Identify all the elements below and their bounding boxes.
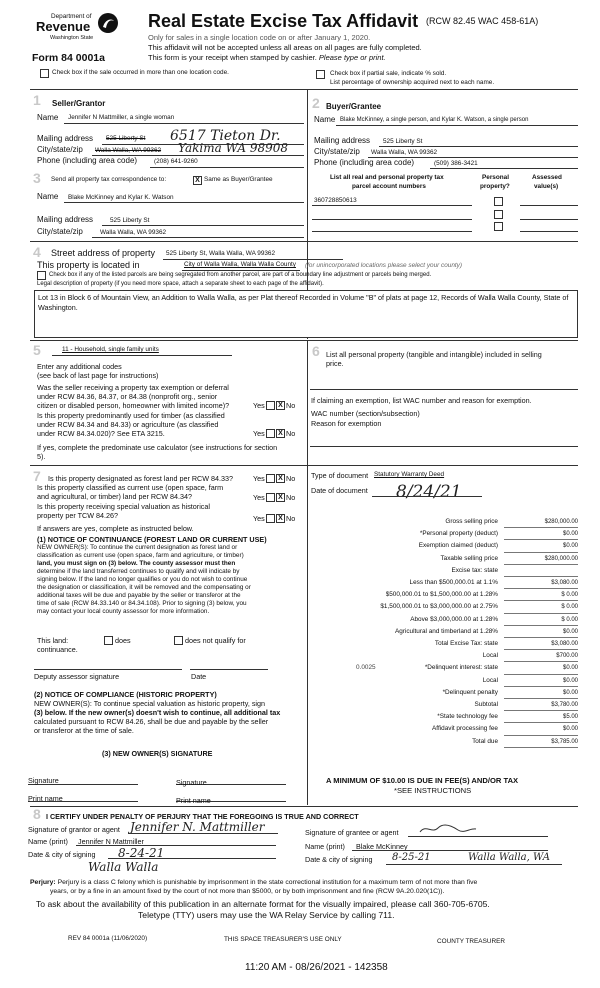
tax-row-label: Total due [472,737,498,745]
section-number: 1 [33,92,41,108]
revenue-swirl-icon [98,13,118,33]
tax-row [310,614,580,626]
grantee-city-value[interactable]: Walla Walla, WA [468,852,550,863]
segregated-label: Check box if any of the listed parcels are being segregated from another parcel, are part of a boundary line adjustment or parcels being merged. [49,272,432,278]
grantor-sig-label: Signature of grantor or agent [28,825,120,834]
partial-sale-label: Check box if partial sale, indicate % sold. [330,70,447,77]
tax-row-value[interactable]: $3,080.00 [551,580,578,586]
location-select[interactable] [182,261,300,271]
tax-row [310,675,580,687]
buyer-heading: Buyer/Grantee [326,102,382,111]
buyer-name-value[interactable]: Blake McKinney, a single person, and Kylar K. Watson, a single person [340,117,529,123]
tax-row-value[interactable]: $3,785.00 [551,738,578,745]
tax-row [310,553,580,565]
multi-location-label: Check box if the sale occurred in more than one location code. [52,69,229,76]
forest-q3-yes-label: Yes [253,514,265,523]
header-line1: Only for sales in a single location code on or after January 1, 2020. [148,33,371,42]
new-owner-sig-heading: (3) NEW OWNER(S) SIGNATURE [102,749,213,758]
does-label: does [115,636,131,645]
tax-row-label: Taxable selling price [440,554,498,562]
notice1-line: time of sale (RCW 84.33.140 or 84.34.108). Prior to signing (3) below, you [37,600,247,607]
notice1-line: NEW OWNER(S): To continue the current designation as forest land or [37,544,238,551]
forest-q3-line2: property per TCW 84.26? [37,511,118,520]
same-as-buyer-checkbox[interactable]: X [193,176,202,185]
location-hint: (for unincorporated locations please select your county) [305,262,463,269]
tax-row-value[interactable]: $0.00 [562,665,578,672]
local-rate: 0.0025 [356,664,376,671]
form-number: Form 84 0001a [32,52,105,64]
forest-yes-note: If answers are yes, complete as instructed below. [37,524,194,533]
exemption-label: If claiming an exemption, list WAC number and reason for exemption. [311,396,532,405]
owner-signature-label-1: Signature [28,776,59,785]
tax-row-label: Affidavit processing fee [432,725,498,733]
revenue-logo [14,10,132,54]
tax-row-label: Above $3,000,000.00 at 1.28% [410,615,498,623]
section-number: 5 [33,342,41,358]
grantor-name-label: Name (print) [28,837,68,846]
tax-row-label: Less than $500,000.01 at 1.1% [409,579,498,586]
legal-label: Legal description of property (if you need more space, attach a separate sheet to each page of the affidavit). [37,281,324,287]
forest-q3-line1: Is this property receiving special valuation as historical [37,502,210,511]
additional-codes-label: Enter any additional codes [37,362,122,371]
forest-q1-yes-label: Yes [253,474,265,483]
assessed-header-2: value(s) [534,183,559,190]
tax-row-value[interactable]: $0.00 [562,531,578,538]
buyer-name-label: Name [314,115,336,124]
minimum-due-2: *SEE INSTRUCTIONS [394,786,472,795]
certify-heading: I CERTIFY UNDER PENALTY OF PERJURY THAT THE FOREGOING IS TRUE AND CORRECT [46,812,359,821]
tax-row-value[interactable]: $3,780.00 [551,702,578,708]
alt-format-line-2: Teletype (TTY) users may use the WA Relay Service by calling 711. [138,910,395,920]
grantor-date-value[interactable]: 8-24-21 [118,846,165,860]
corr-name-label: Name [37,192,59,201]
notice1-line: may contact your local county assessor for more information. [37,608,210,615]
tax-row-label: *State technology fee [437,713,498,721]
grantor-name-value[interactable]: Jennifer N Mattmiller [78,837,144,846]
tax-row-label: Subtotal [474,701,498,708]
tax-row-label: $1,500,000.01 to $3,000,000.00 at 2.75% [380,603,498,611]
dept-line1: Department of [51,13,92,20]
q1-yes-checkbox[interactable] [266,401,275,410]
tax-row-value[interactable]: $0.00 [562,689,578,696]
tax-row [310,699,580,711]
seller-mailing-struck: 525 Liberty St [106,135,146,142]
tax-row-value[interactable]: $0.00 [562,543,578,550]
personal-property-checkbox[interactable] [494,222,503,231]
tax-row-label: Local [482,676,498,684]
seller-mailing-handwritten: 6517 Tieton Dr. [170,128,281,144]
minimum-due-1: A MINIMUM OF $10.00 IS DUE IN FEE(S) AND/OR TAX [326,776,519,785]
perjury-line-2: years, or by a fine in an amount fixed by the court of not more than $5000, or by both imprisonment and fine (RCW 9A.20.020(1C)). [50,888,445,895]
section-number: 8 [33,806,41,822]
tax-row [310,650,580,662]
forest-q1-no-label: No [286,474,296,483]
tax-row-value[interactable]: $3,080.00 [551,641,578,647]
q2-yes-label: Yes [253,429,265,438]
does-qualify-checkbox[interactable] [104,636,113,645]
seller-name-label: Name [37,113,59,122]
buyer-city-label: City/state/zip [314,147,360,156]
location-select-value: City of Walla Walla, Walla Walla County [184,261,296,268]
tax-row [310,540,580,552]
notice2-line: or transferor at the time of sale. [34,726,134,735]
tax-row-label: Agricultural and timberland at 1.28% [394,627,498,635]
corr-city-value[interactable]: Walla Walla, WA 99362 [100,229,167,236]
section-number: 7 [33,468,41,484]
q1-line3: citizen or disabled person, homeowner with limited income)? [37,401,230,410]
tax-row [310,516,580,528]
q2-no-label: No [286,429,296,438]
tax-row [310,711,580,723]
corr-mailing-label: Mailing address [37,215,94,224]
grantee-signature[interactable] [418,822,478,836]
county-treasurer: COUNTY TREASURER [437,938,505,945]
doc-date-label: Date of document [311,486,368,495]
buyer-city-value[interactable]: Walla Walla, WA 99362 [371,149,438,156]
section-number: 3 [33,170,41,186]
treasurer-use: THIS SPACE TREASURER'S USE ONLY [224,936,342,943]
legal-description-text: Lot 13 in Block 6 of Mountain View, an Addition to Walla Walla, as per Plat thereof Recorded in Volume "B" of plats at page 12, Records of Walla Walla County, State of Washington. [38,293,569,312]
tax-row-value[interactable]: $ 0.00 [561,616,578,623]
grantee-name-label: Name (print) [305,842,345,851]
grantor-date-label: Date & city of signing [28,850,96,859]
perjury-line-1: Perjury: Perjury is a class C felony which is punishable by imprisonment in the state correctional institution for a maximum term of not more than five [30,879,478,886]
send-correspondence-label: Send all property tax correspondence to: [51,176,167,183]
tax-row-label: Gross selling price [445,518,498,525]
owner-print-label-1: Print name [28,794,63,803]
seller-mailing-label: Mailing address [37,134,94,143]
section-number: 6 [312,343,320,359]
forest-q1-no-checkbox[interactable]: X [276,474,285,483]
use-code-value[interactable]: 11 - Household, single family units [62,346,159,353]
forest-q1-yes-checkbox[interactable] [266,474,275,483]
forest-q2-yes-checkbox[interactable] [266,493,275,502]
tax-row-value[interactable]: $700.00 [556,653,578,660]
personal-header-1: Personal [482,174,509,181]
seller-city-label: City/state/zip [37,145,83,154]
forest-q3-no-label: No [286,514,296,523]
tax-row [310,736,580,748]
forest-q2-no-checkbox[interactable]: X [276,493,285,502]
tax-row-value[interactable]: $ 0.00 [561,592,578,599]
street-value[interactable]: 525 Liberty St, Walla Walla, WA 99362 [166,250,276,257]
does-not-label: does not qualify for [185,636,246,645]
tax-row-label: *Delinquent penalty [442,688,498,696]
same-as-buyer-label: Same as Buyer/Grantee [204,176,273,183]
notice1-line: classification as current use (open space, farm and agriculture, or timber) [37,552,244,559]
personal-header-2: property? [480,183,510,190]
wac-label: WAC number (section/subsection) [311,409,420,418]
form-title: Real Estate Excise Tax Affidavit [148,11,419,31]
forest-q2-yes-label: Yes [253,493,265,502]
forest-q3-no-checkbox[interactable]: X [276,514,285,523]
tax-row [310,565,580,577]
tax-row-label: Local [482,652,498,660]
buyer-phone-value[interactable]: (509) 386-3421 [434,160,478,167]
this-land-label: This land: [37,636,69,645]
corr-name-value[interactable]: Blake McKinney and Kylar K. Watson [68,194,174,201]
q2-no-checkbox[interactable]: X [276,429,285,438]
forest-q3-yes-checkbox[interactable] [266,514,275,523]
header-line3: This form is your receipt when stamped by cashier. Please type or print. [148,53,386,62]
seller-heading: Seller/Grantor [52,99,106,108]
tax-row [310,626,580,638]
buyer-mailing-label: Mailing address [314,136,371,145]
forest-q1: Is this property designated as forest land per RCW 84.33? [48,474,233,483]
corr-mailing-value[interactable]: 525 Liberty St [110,217,150,224]
seller-city-struck: Walla Walla, WA 99362 [95,147,162,154]
tax-row-label: Total Excise Tax: state [434,640,498,647]
notice1-line: signing below. If the land no longer qualifies or you do not wish to continue [37,576,248,583]
deputy-date-label: Date [191,672,207,681]
grantee-sig-label: Signature of grantee or agent [305,828,399,837]
forest-q2-line1: Is this property classified as current use (open space, farm [37,483,224,492]
notice1-body [37,544,305,616]
doc-type-label: Type of document [311,471,369,480]
partial-sale-checkbox[interactable] [316,70,325,79]
grantee-date-value[interactable]: 8-25-21 [392,852,431,863]
revision: REV 84 0001a (11/06/2020) [68,935,148,942]
tax-row-label: *Delinquent interest: state [424,664,498,672]
tax-row-label: *Personal property (deduct) [419,530,498,538]
notice1-line: determine if the land transferred continues to qualify and will indicate by [37,568,240,575]
segregated-checkbox[interactable] [37,271,46,280]
section-number: 2 [312,95,320,111]
q2-yes-checkbox[interactable] [266,429,275,438]
q2-line1: Is this property predominantly used for timber (as classified [37,411,225,420]
grantee-name-value[interactable]: Blake McKinney [356,842,408,851]
notice1-line: land, you must sign on (3) below. The county assessor must then [37,560,236,567]
grantor-signature[interactable]: Jennifer N. Mattmiller [130,820,265,834]
personal-property-label-1: List all personal property (tangible and intangible) included in selling [326,350,542,359]
notice1-line: the designation or classification, it will be removed and the compensating or [37,584,251,591]
tax-row [310,638,580,650]
tax-row [310,589,580,601]
tax-row [310,662,580,674]
forest-q2-no-label: No [286,493,296,502]
corr-city-label: City/state/zip [37,227,83,236]
notice2-line: calculated pursuant to RCW 84.26, shall be due and payable by the seller [34,717,269,726]
dept-line3: Washington State [50,35,94,41]
tax-row-label: $500,000.01 to $1,500,000.00 at 1.28% [385,591,498,599]
recording-stamp: 11:20 AM - 08/26/2021 - 142358 [245,962,388,973]
seller-name-value[interactable]: Jennifer N Mattmiller, a single woman [68,114,175,121]
personal-property-checkbox[interactable] [494,197,503,206]
reason-label: Reason for exemption [311,419,382,428]
notice2-line: NEW OWNER(S): To continue special valuation as historic property, sign [34,699,266,708]
located-label: This property is located in [37,260,140,270]
parcel-header-2: parcel account numbers [352,183,426,190]
form-rcw: (RCW 82.45 WAC 458-61A) [426,16,539,26]
parcel-number-1[interactable]: 360728850613 [314,197,357,204]
q3-line1: If yes, complete the predominate use calculator (see instructions for section [37,443,278,452]
dept-line2: Revenue [36,19,91,34]
tax-row [310,723,580,735]
owner-print-label-2: Print name [176,796,211,805]
personal-property-label-2: price. [326,359,344,368]
street-label: Street address of property [51,248,156,258]
doc-date-value[interactable]: 8/24/21 [396,482,462,502]
q1-line2: under RCW 84.36, 84.37, or 84.38 (nonprofit org., senior [37,392,218,401]
header-line2: This affidavit will not be accepted unless all areas on all pages are fully completed. [148,43,422,52]
deputy-signature-label: Deputy assessor signature [34,672,120,681]
buyer-mailing-value[interactable]: 525 Liberty St [383,138,423,145]
tax-row-value[interactable]: $0.00 [562,628,578,635]
tax-row-value[interactable]: $280,000.00 [544,519,578,525]
notice1-line: additional taxes will be due and payable by the seller or transferor at the [37,592,241,599]
tax-row-label: Excise tax: state [451,566,498,574]
q3-line2: 5). [37,452,46,461]
doc-type-value[interactable]: Statutory Warranty Deed [374,471,445,478]
q1-line1: Was the seller receiving a property tax exemption or deferral [37,383,229,392]
grantee-date-label: Date & city of signing [305,855,373,864]
seller-phone-value[interactable]: (208) 641-9260 [154,158,198,165]
tax-row-value[interactable]: $0.00 [562,677,578,684]
tax-row [310,687,580,699]
q1-yes-label: Yes [253,401,265,410]
q2-line3: under RCW 84.34.020)? See ETA 3215. [37,429,165,438]
list-percentage-label: List percentage of ownership acquired next to each name. [330,79,495,86]
tax-row-value[interactable]: $5.00 [562,714,578,721]
grantor-city-value[interactable]: Walla Walla [88,860,159,874]
does-not-qualify-checkbox[interactable] [174,636,183,645]
assessed-header-1: Assessed [532,174,562,181]
q1-no-checkbox[interactable]: X [276,401,285,410]
q1-no-label: No [286,401,296,410]
seller-city-handwritten: Yakima WA 98908 [178,141,288,155]
notice2-line: (3) below. If the new owner(s) doesn't wish to continue, all additional tax [34,708,281,717]
tax-row [310,528,580,540]
continuance-label: continuance. [37,645,78,654]
notice1-title: (1) NOTICE OF CONTINUANCE (FOREST LAND OR CURRENT USE) [37,535,267,544]
seller-phone-label: Phone (including area code) [37,156,138,165]
section-number: 4 [33,244,41,260]
tax-row-label: Exemption claimed (deduct) [418,542,498,550]
tax-row [310,577,580,589]
buyer-phone-label: Phone (including area code) [314,158,415,167]
personal-property-checkbox[interactable] [494,210,503,219]
owner-signature-label-2: Signature [176,778,207,787]
alt-format-line-1: To ask about the availability of this publication in an alternate format for the visually impaired, please call 360-705-6705. [36,899,490,909]
parcel-header-1: List all real and personal property tax [330,174,444,181]
tax-row [310,601,580,613]
tax-row-value[interactable]: $ 0.00 [561,604,578,611]
forest-q2-line2: and agricultural, or timber) land per RCW 84.34? [37,492,193,501]
multi-location-checkbox[interactable] [40,69,49,78]
tax-row-value[interactable]: $0.00 [562,726,578,733]
see-back-label: (see back of last page for instructions) [37,371,159,380]
notice2-title: (2) NOTICE OF COMPLIANCE (HISTORIC PROPERTY) [34,690,217,699]
legal-description-box[interactable] [34,290,578,338]
q2-line2: under RCW 84.34 and 84.33) or agriculture (as classified [37,420,219,429]
tax-row-value[interactable]: $280,000.00 [544,555,578,562]
